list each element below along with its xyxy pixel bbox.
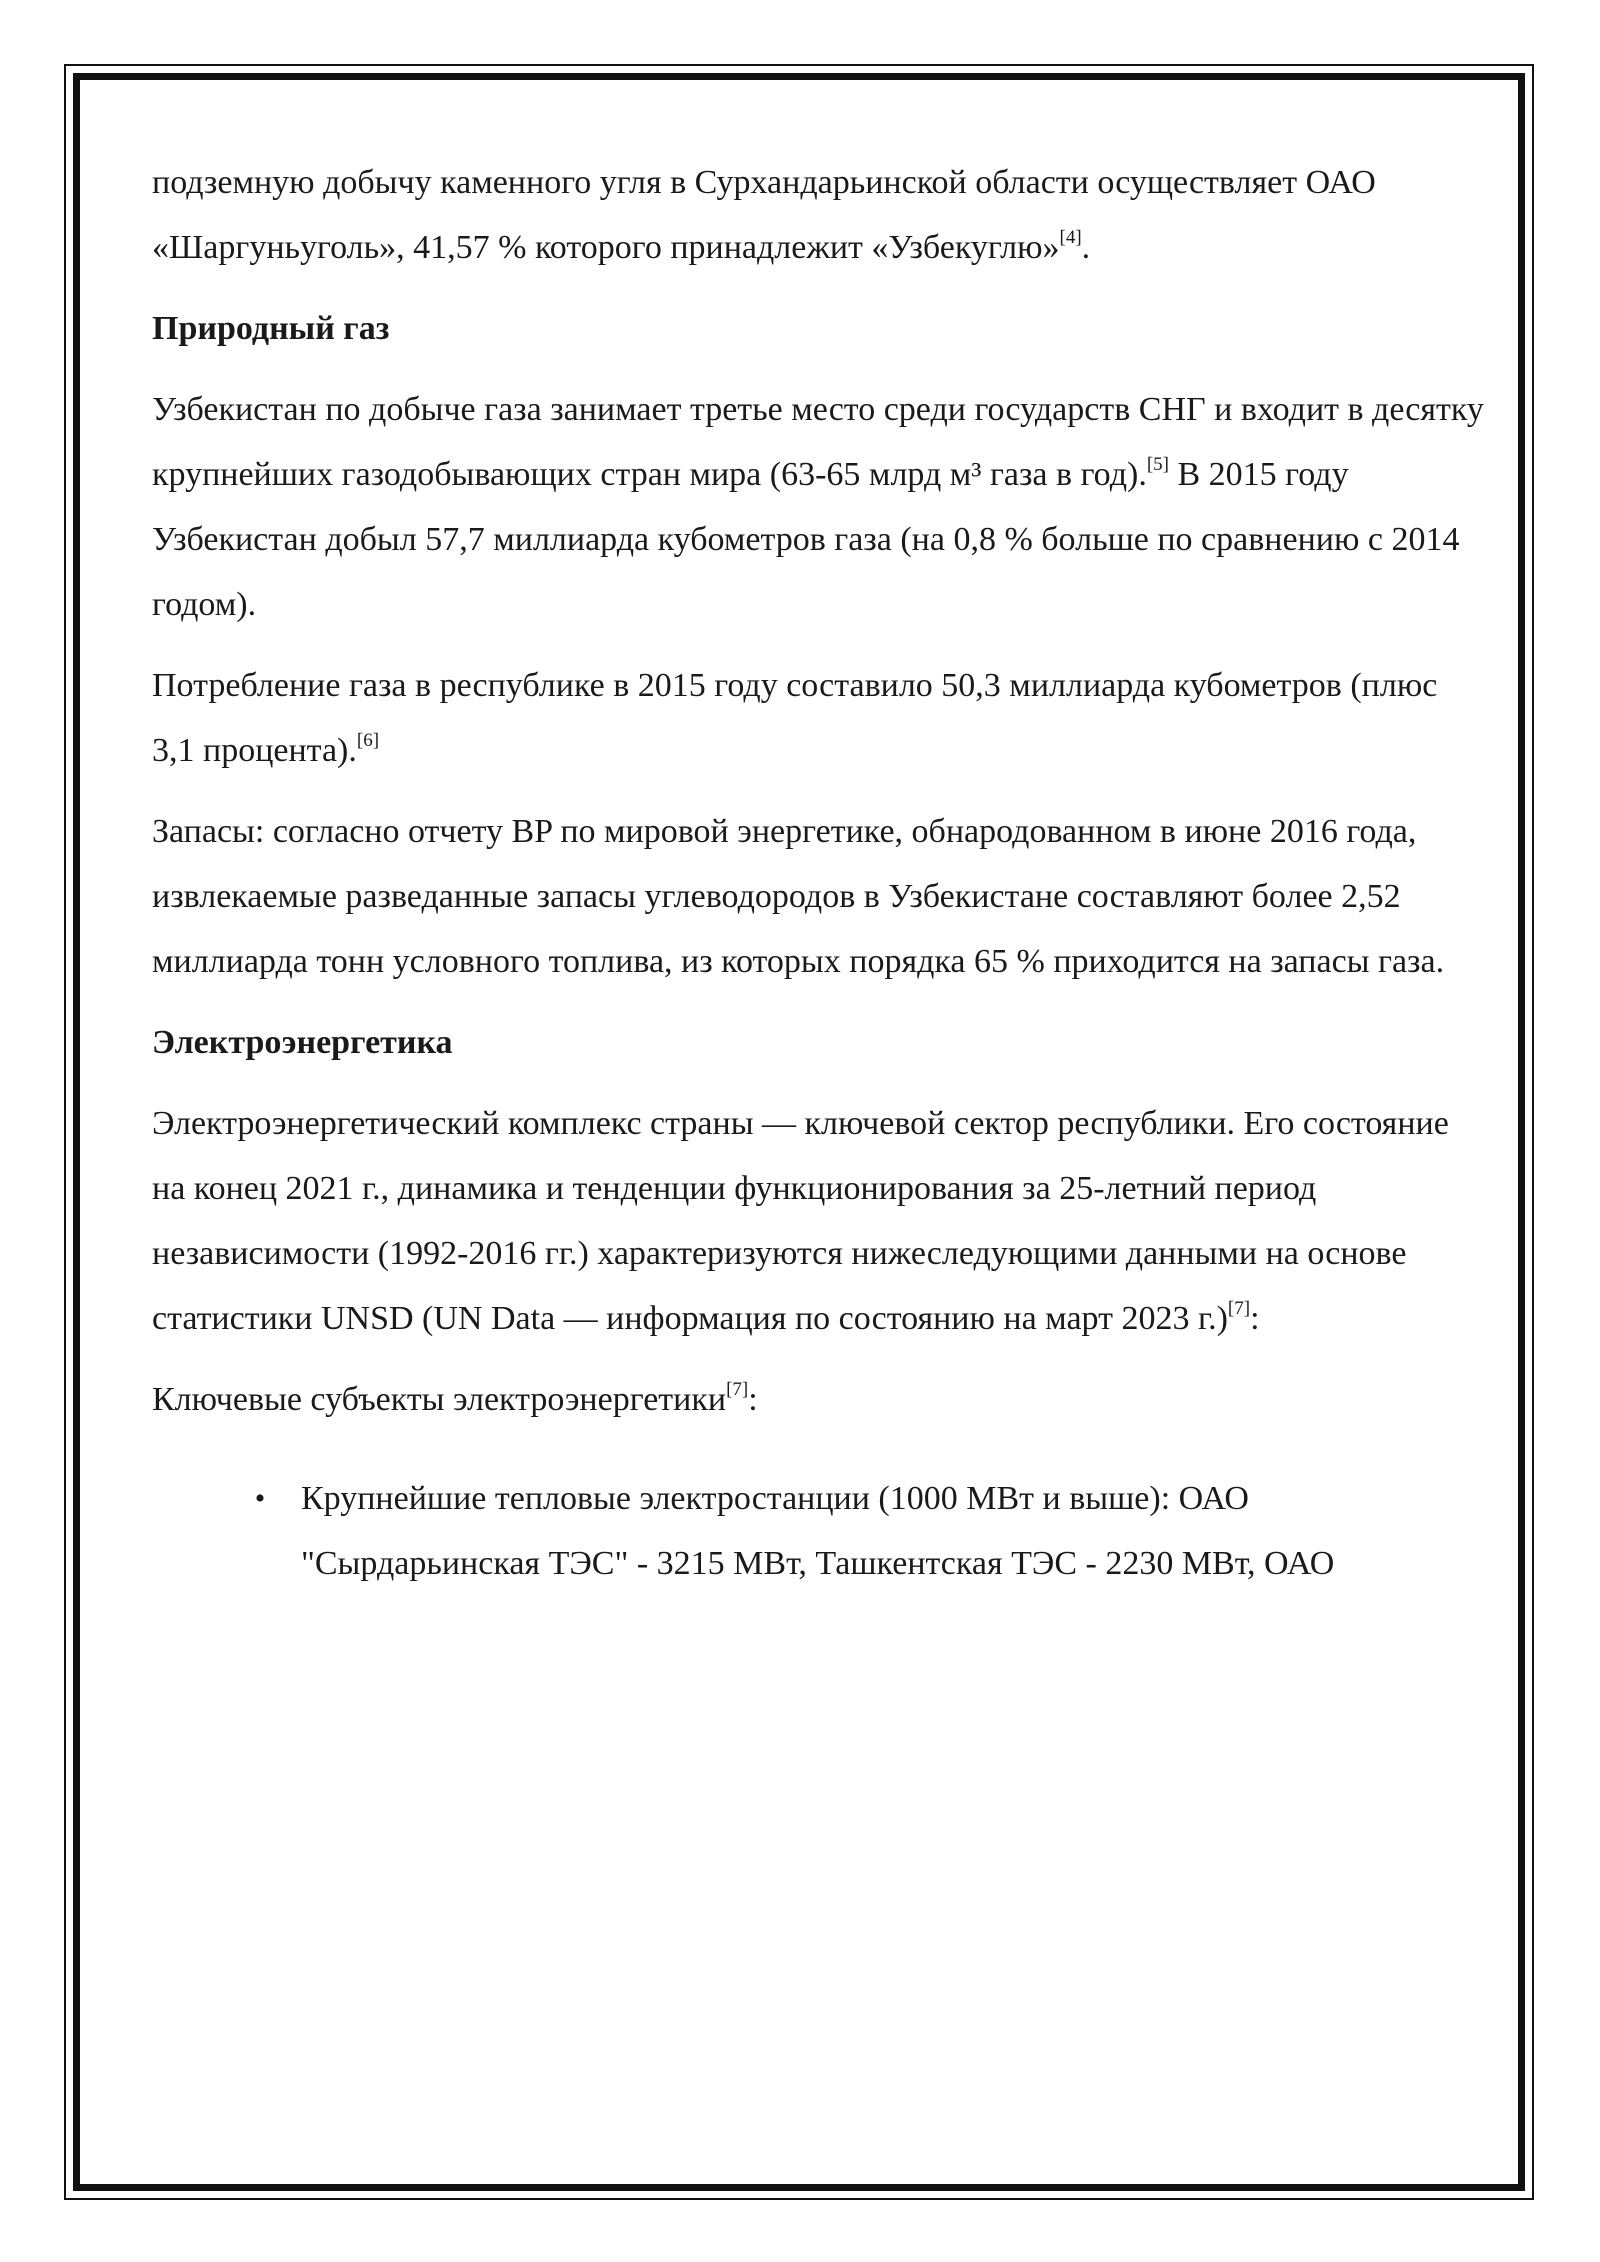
paragraph-text-continued: В 2015 году Узбекистан добыл 57,7 миллиарда кубометров газа (на 0,8 % больше по сравнению с 2014 годом). [152, 456, 1460, 623]
section-heading-electric-power: Электроэнергетика [152, 1024, 453, 1061]
paragraph-text: Запасы: согласно отчету BP по мировой энергетике, обнародованном в июне 2016 года, извлекаемые разведанные запасы углеводородов в Узбекистане составляют более 2,52 миллиарда тонн условного топлива, из которых порядка 65 % приходится на запасы газа. [152, 813, 1445, 980]
document-body [152, 150, 1488, 1596]
list-item [152, 1466, 1488, 1596]
footnote-ref-5[interactable]: [5] [1146, 454, 1169, 475]
paragraph-text: Ключевые субъекты электроэнергетики [152, 1381, 727, 1418]
paragraph-text: Узбекистан по добыче газа занимает третье место среди государств СНГ и входит в десятку крупнейших газодобывающих стран мира (63-65 млрд м³ газа в год). [152, 391, 1484, 493]
footnote-ref-6[interactable]: [6] [356, 730, 380, 751]
footnote-ref-7[interactable]: [7] [1227, 1298, 1251, 1319]
paragraph-power-complex [152, 1091, 1488, 1351]
paragraph-coal-mining [152, 150, 1488, 280]
paragraph-gas-consumption [152, 653, 1488, 783]
paragraph-text: Потребление газа в республике в 2015 году составило 50,3 миллиарда кубометров (плюс 3,1 процента). [152, 667, 1438, 769]
power-plants-list [152, 1466, 1488, 1596]
paragraph-key-entities [152, 1367, 1488, 1432]
section-heading-natural-gas: Природный газ [152, 310, 390, 347]
bullet-marker: • [254, 1482, 266, 1515]
paragraph-gas-production [152, 377, 1488, 637]
paragraph-tail: : [1250, 1300, 1260, 1337]
paragraph-tail: . [1081, 229, 1091, 266]
paragraph-gas-reserves [152, 799, 1488, 994]
paragraph-text: Электроэнергетический комплекс страны — ключевой сектор республики. Его состояние на конец 2021 г., динамика и тенденции функционирования за 25-летний период независимости (1992-2016 гг.) характеризуются нижеследующими данными на основе статистики UNSD (UN Data — информация по состоянию на март 2023 г.) [152, 1105, 1449, 1337]
footnote-ref-4[interactable]: [4] [1059, 227, 1082, 248]
footnote-ref-7[interactable]: [7] [726, 1379, 749, 1400]
list-item-text: Крупнейшие тепловые электростанции (1000 МВт и выше): ОАО "Сырдарьинская ТЭС" - 3215 МВт, Ташкентская ТЭС - 2230 МВт, ОАО [301, 1480, 1335, 1582]
paragraph-text: подземную добычу каменного угля в Сурхандарьинской области осуществляет ОАО «Шаргуньуголь», 41,57 % которого принадлежит «Узбекуглю» [152, 164, 1376, 266]
paragraph-tail: : [748, 1381, 758, 1418]
